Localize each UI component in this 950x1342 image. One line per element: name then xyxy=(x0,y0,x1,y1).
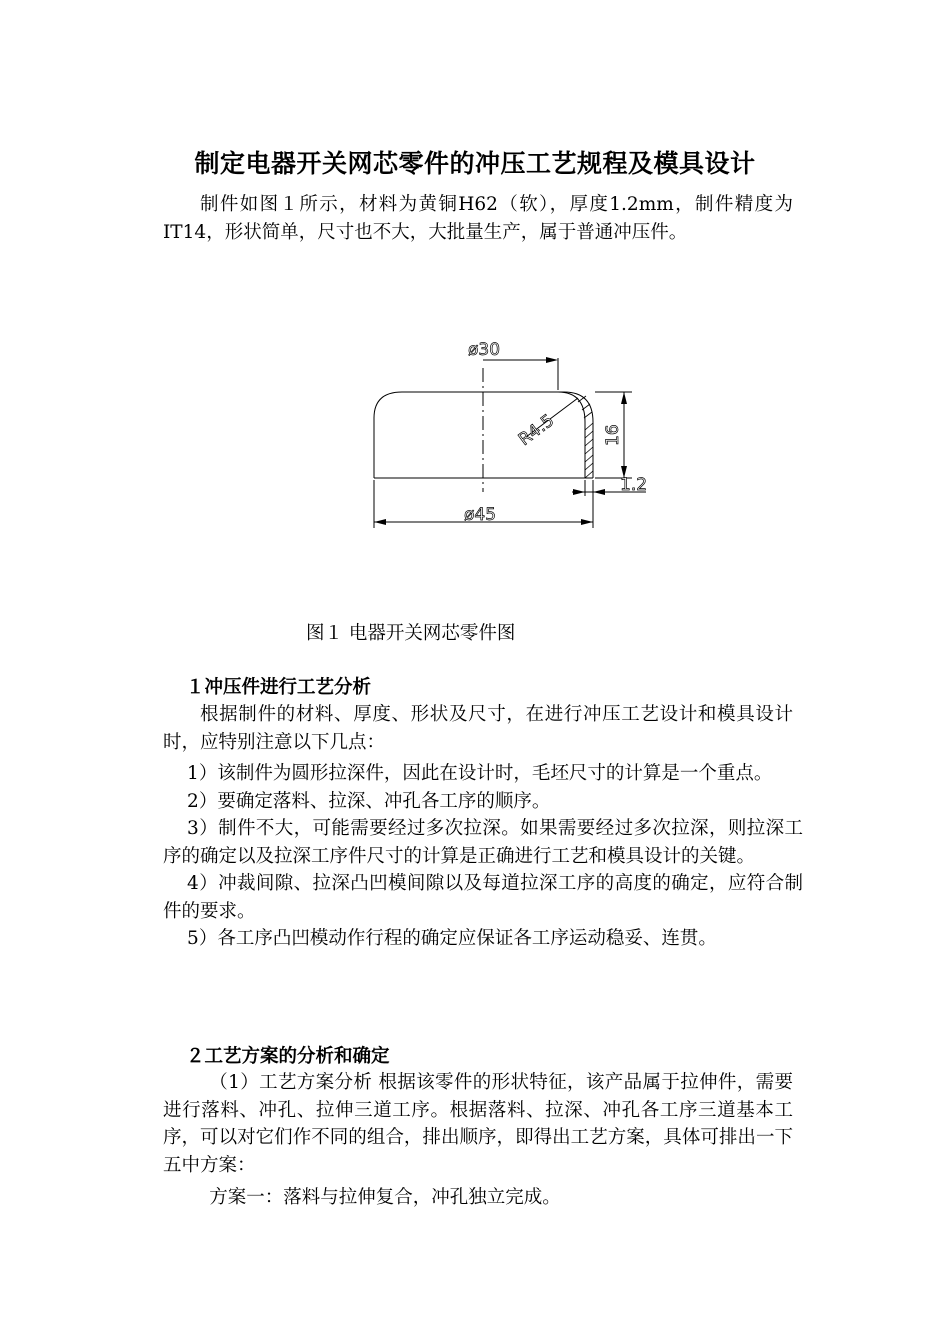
section1-intro: 根据制件的材料、厚度、形状及尺寸，在进行冲压工艺设计和模具设计时，应特别注意以下几点： xyxy=(163,704,793,753)
document-title: 制定电器开关网芯零件的冲压工艺规程及模具设计 xyxy=(194,149,756,178)
list-item: 3）制件不大，可能需要经过多次拉深。如果需要经过多次拉深，则拉深工序的确定以及拉深工序件尺寸的计算是正确进行工艺和模具设计的关键。 xyxy=(163,818,803,867)
list-item: 4）冲裁间隙、拉深凸凹模间隙以及每道拉深工序的高度的确定，应符合制件的要求。 xyxy=(163,873,803,922)
list-item: 5）各工序凸凹模动作行程的确定应保证各工序运动稳妥、连贯。 xyxy=(187,928,717,949)
part-drawing xyxy=(350,330,660,530)
list-item: 1）该制件为圆形拉深件，因此在设计时，毛坯尺寸的计算是一个重点。 xyxy=(187,763,773,784)
dim-radius: R4.5 xyxy=(514,410,559,450)
section1-heading: １冲压件进行工艺分析 xyxy=(186,677,372,698)
dim-height: 16 xyxy=(603,424,623,446)
dim-top-diameter: ø30 xyxy=(468,340,501,360)
dim-thickness: 1.2 xyxy=(620,475,648,495)
section2-heading: ２工艺方案的分析和确定 xyxy=(186,1046,390,1067)
plan-one: 方案一：落料与拉伸复合，冲孔独立完成。 xyxy=(209,1187,561,1208)
dim-bottom-diameter: ø45 xyxy=(464,505,497,525)
section1-list xyxy=(163,760,803,953)
intro-paragraph: 制件如图１所示，材料为黄铜H62（软），厚度1.2mm，制件精度为IT14，形状简单，尺寸也不大，大批量生产，属于普通冲压件。 xyxy=(163,194,793,243)
section2-paragraph: （1）工艺方案分析 根据该零件的形状特征，该产品属于拉伸件，需要进行落料、冲孔、拉伸三道工序。根据落料、拉深、冲孔各工序三道基本工序，可以对它们作不同的组合，排出顺序，即得出工艺方案，具体可排出一下五中方案： xyxy=(163,1072,793,1176)
inner-profile xyxy=(558,392,585,478)
list-item: 2）要确定落料、拉深、冲孔各工序的顺序。 xyxy=(187,790,551,812)
figure-caption: 图１ 电器开关网芯零件图 xyxy=(306,623,516,644)
